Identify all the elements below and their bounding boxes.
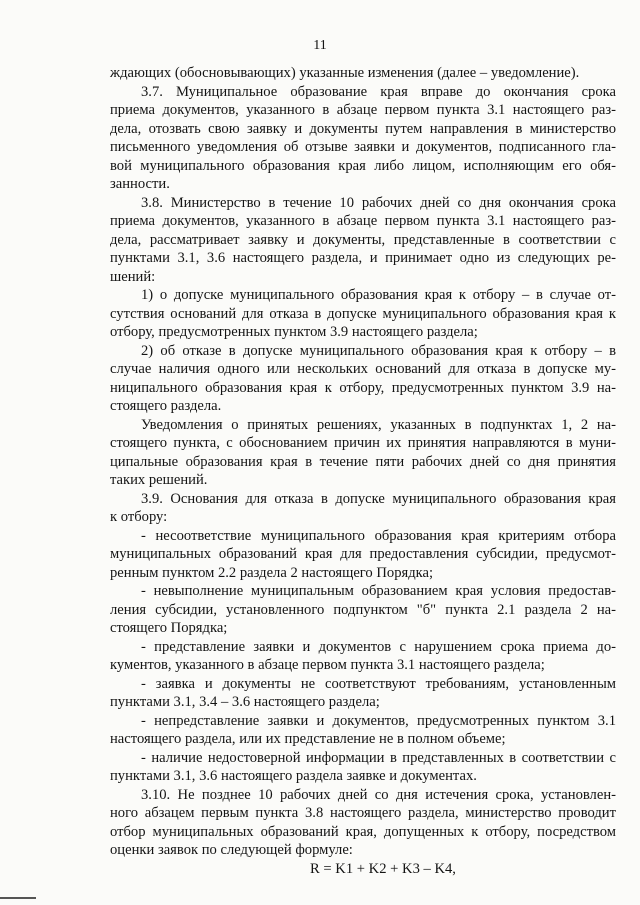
text-line: отбор муниципальных образований края, допущенных к отбору, посредством bbox=[110, 823, 616, 840]
text-line: стоящего Порядка; bbox=[110, 620, 228, 636]
formula: R = K1 + K2 + K3 – K4, bbox=[310, 860, 456, 877]
text-line: дела, рассматривает заявку и документы, представленные в соответствии с bbox=[110, 231, 616, 248]
text-line: приема документов, указанного в абзаце первом пункта 3.1 настоящего раз- bbox=[110, 102, 616, 118]
text-line: приема документов, указанного в абзаце первом пункта 3.1 настоящего раз- bbox=[110, 213, 616, 229]
text-line: вой муниципального образования края либо лицом, исполняющим его обя- bbox=[110, 157, 616, 174]
text-line: - невыполнение муниципальным образованием края условия предостав- bbox=[141, 583, 616, 599]
text-line: пунктами 3.1, 3.6 настоящего раздела, и принимает одно из следующих ре- bbox=[110, 250, 616, 266]
text-line: - заявка и документы не соответствуют требованиям, установленным bbox=[141, 675, 616, 692]
text-line: настоящего раздела, или их представление не в полном объеме; bbox=[110, 731, 506, 747]
text-line: к отбору: bbox=[110, 509, 168, 525]
text-line: муниципальных образований края для предоставления субсидии, предусмот- bbox=[110, 546, 616, 562]
text-line: 1) о допуске муниципального образования края к отбору – в случае от- bbox=[141, 287, 616, 303]
text-line: оценки заявок по следующей формуле: bbox=[110, 842, 353, 858]
text-line: 3.8. Министерство в течение 10 рабочих дней со дня окончания срока bbox=[141, 194, 616, 211]
text-line: ного абзацем первым пункта 3.8 настоящего раздела, министерство проводит bbox=[110, 805, 616, 821]
text-line: сутствия оснований для отказа в допуске муниципального образования края к bbox=[110, 305, 616, 322]
text-line: 3.9. Основания для отказа в допуске муниципального образования края bbox=[141, 490, 616, 507]
text-line: Уведомления о принятых решениях, указанных в подпунктах 1, 2 на- bbox=[141, 416, 616, 433]
text-line: стоящего раздела. bbox=[110, 398, 222, 414]
text-line: 3.7. Муниципальное образование края вправе до окончания срока bbox=[141, 83, 616, 100]
text-line: ления субсидии, установленного подпунктом "б" пункта 2.1 раздела 2 на- bbox=[110, 601, 616, 618]
text-line: ниципального образования края к отбору, предусмотренных пунктом 3.9 на- bbox=[110, 379, 616, 396]
text-line: ципальные образования края в течение пяти рабочих дней со дня принятия bbox=[110, 453, 616, 470]
text-line: пунктами 3.1, 3.4 – 3.6 настоящего раздела; bbox=[110, 694, 380, 710]
document-body bbox=[110, 64, 616, 878]
text-line: стоящего пункта, с обоснованием причин их принятия направляются в муни- bbox=[110, 435, 616, 451]
text-line: ренным пунктом 2.2 раздела 2 настоящего Порядка; bbox=[110, 564, 434, 581]
text-line: пунктами 3.1, 3.6 настоящего раздела заявке и документах. bbox=[110, 768, 477, 784]
text-line: письменного уведомления об отзыве заявки и документов, подписанного гла- bbox=[110, 139, 616, 155]
text-line: ждающих (обосновывающих) указанные изменения (далее – уведомление). bbox=[110, 65, 580, 81]
text-line: - непредставление заявки и документов, предусмотренных пунктом 3.1 bbox=[141, 712, 616, 729]
scan-artifact bbox=[0, 897, 36, 899]
text-line: - представление заявки и документов с нарушением срока приема до- bbox=[141, 638, 616, 655]
text-line: отбору, предусмотренных пунктом 3.9 настоящего раздела; bbox=[110, 324, 478, 340]
text-line: кументов, указанного в абзаце первом пункта 3.1 настоящего раздела; bbox=[110, 657, 545, 673]
text-line: случае наличия одного или нескольких оснований для отказа в допуске му- bbox=[110, 361, 616, 377]
text-line: занности. bbox=[110, 176, 170, 192]
page-number: 11 bbox=[313, 38, 327, 53]
text-line: 3.10. Не позднее 10 рабочих дней со дня истечения срока, установлен- bbox=[141, 786, 616, 803]
text-line: - наличие недостоверной информации в представленных в соответствии с bbox=[141, 749, 616, 766]
text-line: таких решений. bbox=[110, 472, 208, 488]
text-line: шений: bbox=[110, 268, 156, 285]
text-line: дела, отозвать свою заявку и документы путем направления в министерство bbox=[110, 120, 616, 137]
text-line: - несоответствие муниципального образования края критериям отбора bbox=[141, 527, 616, 544]
text-line: 2) об отказе в допуске муниципального образования края к отбору – в bbox=[141, 342, 616, 359]
